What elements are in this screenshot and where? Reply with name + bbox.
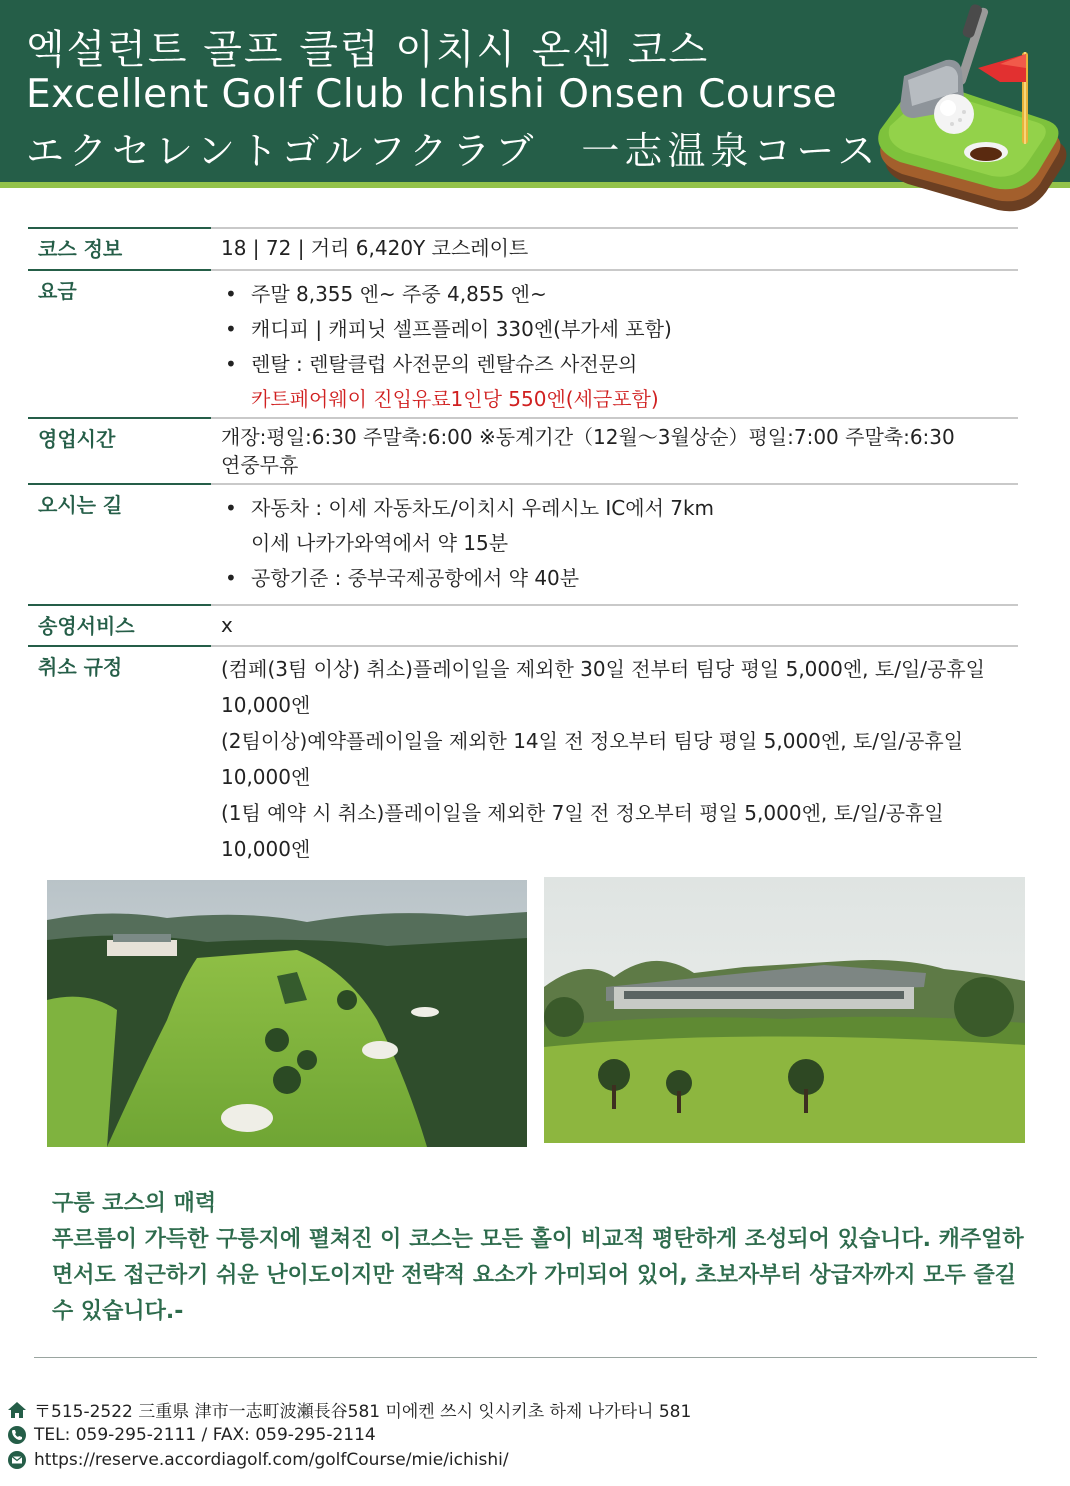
fee-item-price <box>221 277 1018 312</box>
fee-cart-fairway-note: 카트페어웨이 진입유료1인당 550엔(세금포함) <box>251 387 659 411</box>
value-cancel <box>211 647 1018 863</box>
fee-item-caddie <box>221 312 1018 347</box>
access-item-airport <box>221 561 1018 596</box>
cancel-rule-one-team: (1팀 예약 시 취소)플레이일을 제외한 7일 전 정오부터 평일 5,000엔, 토/일/공휴일 10,000엔 <box>221 801 944 861</box>
row-access <box>28 483 1018 604</box>
footer-address: 〒515-2522 三重県 津市一志町波瀬長谷581 미에켄 쓰시 잇시키초 하제 나가타니 581 <box>34 1402 692 1422</box>
course-charm-section <box>52 1186 1032 1330</box>
golf-club-ball-flag-icon <box>868 2 1068 212</box>
fee-item-rental <box>221 347 1018 417</box>
bullet-icon: • <box>225 352 237 376</box>
access-list <box>221 491 1018 596</box>
fee-price-text: 주말 8,355 엔~ 주중 4,855 엔~ <box>251 282 547 306</box>
access-car-text: 자동차 : 이세 자동차도/이치시 우레시노 IC에서 7km <box>251 496 715 520</box>
label-course-info: 코스 정보 <box>28 229 211 269</box>
bullet-icon: • <box>225 566 237 590</box>
cancel-rule-two-teams: (2팀이상)예약플레이일을 제외한 14일 전 정오부터 팀당 평일 5,000엔, 토/일/공휴일 10,000엔 <box>221 729 964 789</box>
fee-caddie-text: 캐디피 | 캐피닛 셀프플레이 330엔(부가세 포함) <box>251 317 672 341</box>
mail-icon <box>6 1450 28 1470</box>
clubhouse-photo <box>544 877 1025 1143</box>
footer-url-line <box>6 1447 691 1472</box>
home-icon <box>6 1400 28 1420</box>
value-hours: 개장:평일:6:30 주말축:6:00 ※동계기간（12월～3월상순）평일:7:00 주말축:6:30 연중무휴 <box>221 425 955 477</box>
charm-body: 푸르름이 가득한 구릉지에 펼쳐진 이 코스는 모든 홀이 비교적 평탄하게 조성되어 있습니다. 캐주얼하면서도 접근하기 쉬운 난이도이지만 전략적 요소가 가미되어 있어, 초보자부터 상급자까지 모두 즐길 수 있습니다.- <box>52 1227 1024 1324</box>
value-shuttle: x <box>221 613 233 637</box>
row-hours <box>28 417 1018 483</box>
fee-list <box>221 277 1018 417</box>
footer-website-link[interactable]: https://reserve.accordiagolf.com/golfCourse/mie/ichishi/ <box>34 1449 509 1470</box>
label-fee: 요금 <box>28 271 211 417</box>
row-fee <box>28 269 1018 417</box>
row-cancel <box>28 645 1018 863</box>
bullet-icon: • <box>225 496 237 520</box>
footer-phone: TEL: 059-295-2111 / FAX: 059-295-2114 <box>34 1424 376 1445</box>
footer-divider <box>34 1357 1037 1358</box>
access-item-car <box>221 491 1018 561</box>
access-train-text: 이세 나카가와역에서 약 15분 <box>251 531 509 555</box>
fee-rental-text: 렌탈 : 렌탈클럽 사전문의 렌탈슈즈 사전문의 <box>251 352 638 376</box>
title-japanese: エクセレントゴルフクラブ 一志温泉コース <box>26 129 881 173</box>
value-access <box>211 485 1018 604</box>
cancel-rule-compe: (컴페(3팀 이상) 취소)플레이일을 제외한 30일 전부터 팀당 평일 5,000엔, 토/일/공휴일10,000엔 <box>221 657 985 717</box>
aerial-course-photo <box>47 880 527 1147</box>
title-english: Excellent Golf Club Ichishi Onsen Course <box>26 72 838 117</box>
row-course-info <box>28 227 1018 269</box>
footer-phone-line <box>6 1422 691 1447</box>
phone-icon <box>6 1425 28 1445</box>
title-korean: 엑설런트 골프 클럽 이치시 온센 코스 <box>26 27 710 73</box>
label-cancel: 취소 규정 <box>28 647 211 863</box>
bullet-icon: • <box>225 282 237 306</box>
footer-address-line <box>6 1397 691 1422</box>
row-shuttle <box>28 604 1018 645</box>
label-shuttle: 송영서비스 <box>28 606 211 645</box>
charm-title: 구릉 코스의 매력 <box>52 1191 217 1216</box>
value-fee <box>211 271 1018 417</box>
label-access: 오시는 길 <box>28 485 211 604</box>
access-airport-text: 공항기준 : 중부국제공항에서 약 40분 <box>251 566 580 590</box>
course-info-table <box>28 227 1018 863</box>
label-hours: 영업시간 <box>28 419 211 483</box>
bullet-icon: • <box>225 317 237 341</box>
contact-footer <box>6 1397 691 1472</box>
value-course-info: 18 | 72 | 거리 6,420Y 코스레이트 <box>221 236 529 260</box>
